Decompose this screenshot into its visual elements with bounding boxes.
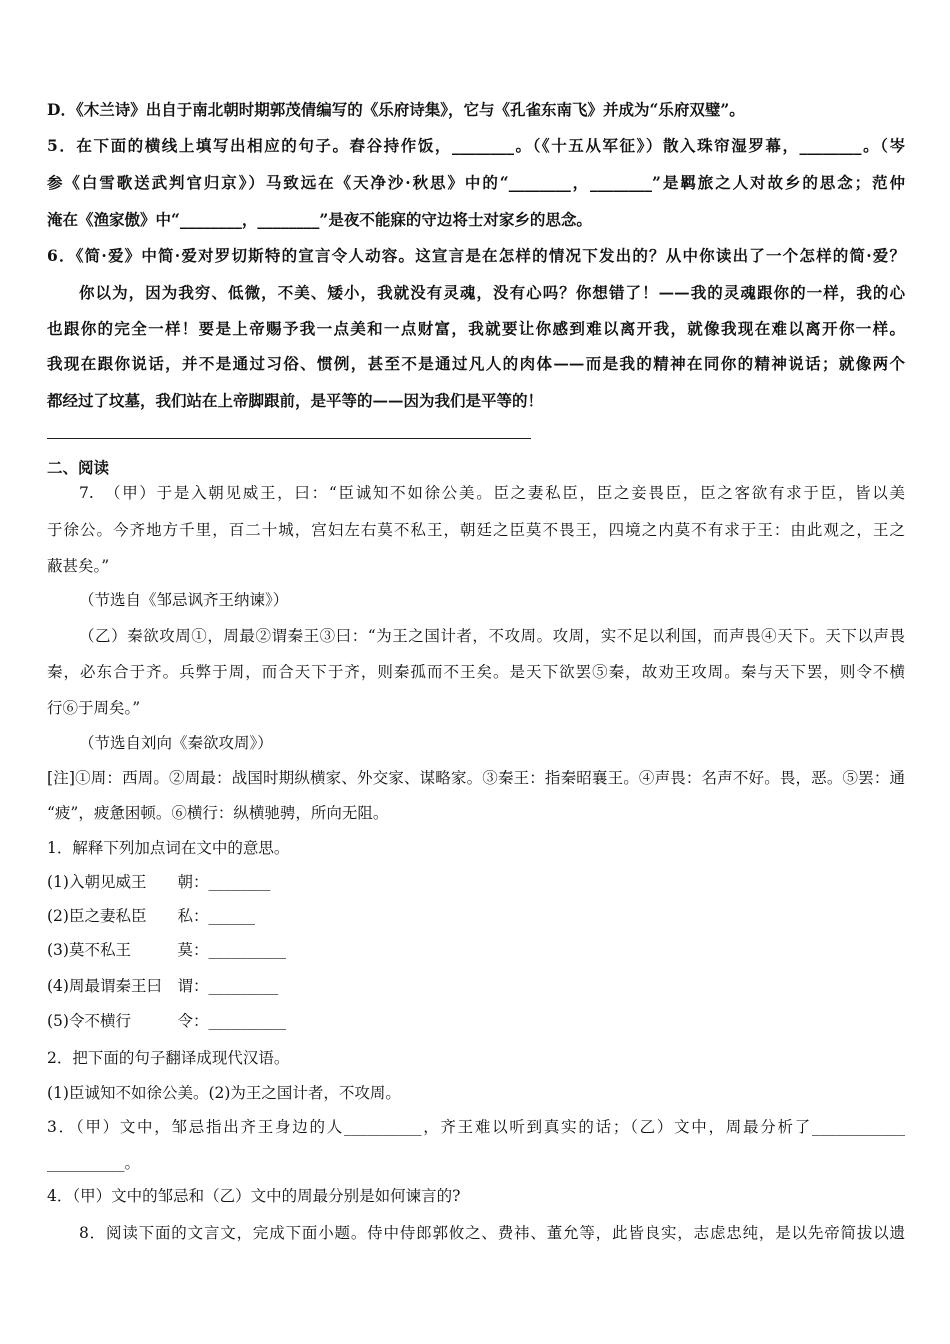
section-heading: 二、阅读 xyxy=(47,458,110,477)
text-line: 都经过了坟墓，我们站在上帝脚跟前，是平等的——因为我们是平等的！ xyxy=(47,391,544,410)
text-line: “疲”，疲惫困顿。⑥横行：纵横驰骋，所向无阻。 xyxy=(47,804,389,822)
text-line: 蔽甚矣。” xyxy=(47,557,110,575)
text-line: 你以为，因为我穷、低微，不美、矮小，我就没有灵魂，没有心吗？你想错了！——我的灵魂跟你的一样，我的心 xyxy=(79,283,905,302)
text-line: 8．阅读下面的文言文，完成下面小题。侍中侍郎郭攸之、费祎、董允等，此皆良实，志虑忠纯，是以先帝简拔以遗 xyxy=(79,1224,905,1242)
text-line: (5)令不横行 令：__________ xyxy=(47,1012,286,1030)
text-line: 参《白雪歌送武判官归京》）马致远在《天净沙·秋思》中的“________，________”是羁旅之人对故乡的思念；范仲 xyxy=(47,173,905,192)
text-line: __________。 xyxy=(47,1154,141,1172)
text-line: [注]①周：西周。②周最：战国时期纵横家、外交家、谋略家。③秦王：指秦昭襄王。④声畏：名声不好。畏，恶。⑤罢：通 xyxy=(47,769,905,787)
answer-line xyxy=(47,438,531,439)
text-line: （节选自《邹忌讽齐王纳谏》） xyxy=(79,591,289,609)
text-line: (4)周最谓秦王曰 谓：_________ xyxy=(47,977,279,995)
text-line: (3)莫不私王 莫：__________ xyxy=(47,941,286,959)
text-line: 1．解释下列加点词在文中的意思。 xyxy=(47,839,290,857)
text-line: （乙）秦欲攻周①，周最②谓秦王③曰：“为王之国计者，不攻周。攻周，实不足以利国，而声畏④天下。天下以声畏 xyxy=(79,627,905,645)
text-line: 我现在跟你说话，并不是通过习俗、惯例，甚至不是通过凡人的肉体——而是我的精神在同你的精神说话；就像两个 xyxy=(47,354,905,373)
text-line: 淹在《渔家傲》中“________，________”是夜不能寐的守边将士对家乡的思念。 xyxy=(47,210,592,229)
text-line: 3．（甲）文中，邹忌指出齐王身边的人__________，齐王难以听到真实的话；（乙）文中，周最分析了____________ xyxy=(47,1118,905,1136)
text-line: D．《木兰诗》出自于南北朝时期郭茂倩编写的《乐府诗集》，它与《孔雀东南飞》并成为“乐府双璧”。 xyxy=(47,100,745,119)
text-line: (1)臣诚知不如徐公美。(2)为王之国计者，不攻周。 xyxy=(47,1084,401,1102)
text-line: 7. （甲）于是入朝见威王，曰：“臣诚知不如徐公美。臣之妻私臣，臣之妾畏臣，臣之客欲有求于臣，皆以美 xyxy=(79,484,905,502)
text-line: 行⑥于周矣。” xyxy=(47,699,141,717)
text-line: 6．《简·爱》中简·爱对罗切斯特的宣言令人动容。这宣言是在怎样的情况下发出的？从中你读出了一个怎样的简·爱？ xyxy=(47,246,905,265)
text-line: 于徐公。今齐地方千里，百二十城，宫妇左右莫不私王，朝廷之臣莫不畏王，四境之内莫不有求于王：由此观之，王之 xyxy=(47,521,905,539)
text-line: 也跟你的完全一样！要是上帝赐予我一点美和一点财富，我就要让你感到难以离开我，就像我现在难以离开你一样。 xyxy=(47,319,905,338)
text-line: （节选自刘向《秦欲攻周》） xyxy=(79,734,273,752)
text-line: 5．在下面的横线上填写出相应的句子。舂谷持作饭，________。（《十五从军征》）散入珠帘湿罗幕，________。（岑 xyxy=(47,136,905,155)
text-line: 秦，必东合于齐。兵弊于周，而合天下于齐，则秦孤而不王矣。是天下欲罢⑤秦，故劝王攻周。秦与天下罢，则令不横 xyxy=(47,663,905,681)
text-line: (2)臣之妻私臣 私：______ xyxy=(47,907,255,925)
text-line: 2．把下面的句子翻译成现代汉语。 xyxy=(47,1049,290,1067)
text-line: (1)入朝见威王 朝：________ xyxy=(47,873,271,891)
text-line: 4．（甲）文中的邹忌和（乙）文中的周最分别是如何谏言的? xyxy=(47,1187,461,1205)
